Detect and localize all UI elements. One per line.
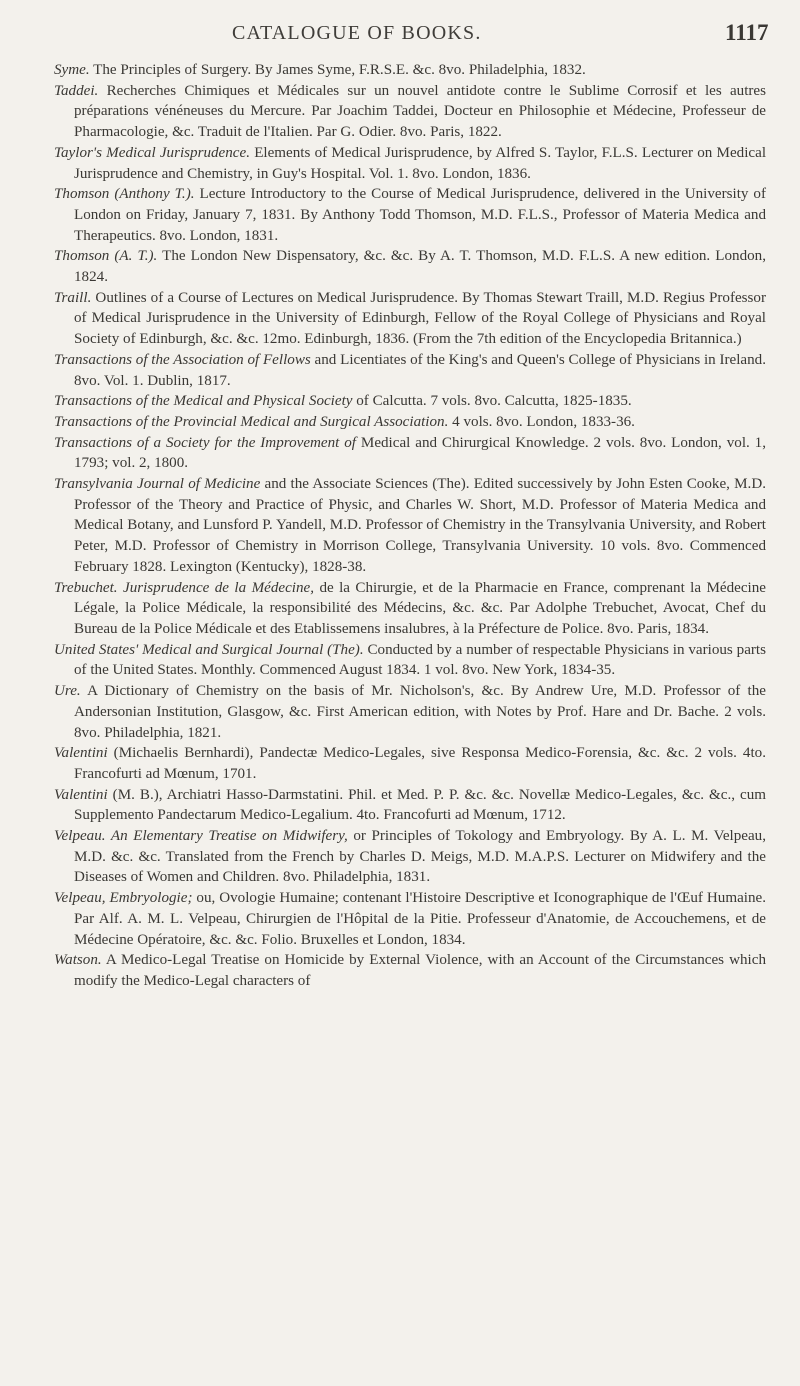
catalogue-entry [54, 60, 766, 81]
catalogue-entry [54, 474, 766, 578]
entry-text: A Dictionary of Chemistry on the basis of Mr. Nicholson's, &c. By Andrew Ure, M.D. Professor of the Andersonian Institution, Glasgow, &c. First American edition, with Notes by Prof. Hare and Dr. Bache. 2 vols. 8vo. Philadelphia, 1821. [74, 683, 766, 741]
running-head: CATALOGUE OF BOOKS. [232, 22, 482, 44]
entry-text: Outlines of a Course of Lectures on Medical Jurisprudence. By Thomas Stewart Traill, M.D. Regius Professor of Medical Jurisprudence in the University of Edinburgh, Fellow of the Royal College of Physicians and Royal Society of Edinburgh, &c. &c. 12mo. Edinburgh, 1836. (From the 7th edition of the Encyclopedia Britannica.) [74, 289, 766, 348]
entry-text: or Principles of Tokology and Embryology. By A. L. M. Velpeau, M.D. &c. &c. Translated from the French by Charles D. Meigs, M.D. M.A.P.S. Lecturer on Midwifery and the Diseases of Women and Children. 8vo. Philadelphia, 1831. [74, 828, 766, 886]
entry-heading: Velpeau. An Elementary Treatise on Midwifery, [54, 828, 348, 845]
entry-heading: Transactions of the Medical and Physical Society [54, 393, 353, 410]
catalogue-entry [54, 785, 766, 826]
entry-text: (Michaelis Bernhardi), Pandectæ Medico-Legales, sive Responsa Medico-Forensia, &c. &c. 2 vols. 4to. Francofurti ad Mœnum, 1701. [74, 745, 766, 782]
catalogue-entries [54, 60, 766, 992]
page-number: 1117 [725, 20, 769, 45]
catalogue-entry [54, 288, 766, 350]
entry-text: The London New Dispensatory, &c. &c. By A. T. Thomson, M.D. F.L.S. A new edition. London, 1824. [74, 248, 766, 286]
catalogue-entry [54, 743, 766, 784]
entry-text: de la Chirurgie, et de la Pharmacie en France, comprenant la Médecine Légale, la Police Médicale, la responsibilité des Médecins, &c. &c. Par Adolphe Trebuchet, Avocat, Chef du Bureau de la Police Médicale et des Etablissemens insalubres, à la Préfecture de Police. 8vo. Paris, 1834. [74, 579, 766, 637]
entry-heading: Ure. [54, 683, 81, 700]
catalogue-entry [54, 391, 766, 412]
entry-heading: Transactions of a Society for the Improvement of [54, 434, 356, 451]
catalogue-entry [54, 826, 766, 888]
catalogue-entry [54, 640, 766, 681]
entry-text: A Medico-Legal Treatise on Homicide by External Violence, with an Account of the Circumstances which modify the Medico-Legal characters of [74, 952, 766, 989]
entry-text: (M. B.), Archiatri Hasso-Darmstatini. Phil. et Med. P. P. &c. &c. Novellæ Medico-Legales, &c. &c., cum Supplemento Pandectarum Medico-Legalium. 4to. Francofurti ad Mœnum, 1712. [74, 786, 766, 824]
entry-heading: Transylvania Journal of Medicine [54, 476, 261, 493]
catalogue-entry [54, 350, 766, 391]
entry-heading: Velpeau, Embryologie; [54, 890, 193, 907]
entry-heading: Thomson (A. T.). [54, 248, 158, 265]
entry-text: and the Associate Sciences (The). Edited successively by John Esten Cooke, M.D. Professor of the Theory and Practice of Physic, and Charles W. Short, M.D. Professor of Materia Medica and Medical Botany, and Lunsford P. Yandell, M.D. Professor of Chemistry in the Transylvania University, and Robert Peter, M.D. Professor of Chemistry in Morrison College, Transylvania University. 10 vols. 8vo. Commenced February 1828. Lexington (Kentucky), 1828-38. [74, 476, 766, 575]
entry-heading: Traill. [54, 289, 92, 306]
entry-heading: Taylor's Medical Jurisprudence. [54, 144, 250, 161]
entry-text: The Principles of Surgery. By James Syme, F.R.S.E. &c. 8vo. Philadelphia, 1832. [89, 62, 586, 78]
entry-heading: Syme. [54, 62, 90, 78]
entry-heading: Taddei. [54, 82, 99, 99]
entry-text: Lecture Introductory to the Course of Medical Jurisprudence, delivered in the University of London on Friday, January 7, 1831. By Anthony Todd Thomson, M.D. F.L.S., Professor of Materia Medica and Therapeutics. 8vo. London, 1831. [74, 186, 767, 244]
entry-heading: United States' Medical and Surgical Journal (The). [54, 641, 364, 658]
catalogue-entry [54, 888, 766, 950]
entry-text: ou, Ovologie Humaine; contenant l'Histoire Descriptive et Iconographique de l'Œuf Humaine. Par Alf. A. M. L. Velpeau, Chirurgien de l'Hôpital de la Pitie. Professeur d'Anatomie, de Accouchemens, et de Médecine Opératoire, &c. &c. Folio. Bruxelles et London, 1834. [74, 890, 766, 948]
catalogue-entry [54, 143, 766, 184]
catalogue-entry [54, 412, 766, 433]
entry-heading: Valentini [54, 786, 108, 803]
catalogue-entry [54, 184, 766, 246]
entry-text: Medical and Chirurgical Knowledge. 2 vols. 8vo. London, vol. 1, 1793; vol. 2, 1800. [74, 434, 766, 472]
entry-text: 4 vols. 8vo. London, 1833-36. [448, 413, 635, 430]
entry-text: Elements of Medical Jurisprudence, by Alfred S. Taylor, F.L.S. Lecturer on Medical Jurisprudence and Chemistry, in Guy's Hospital. Vol. 1. 8vo. London, 1836. [74, 144, 767, 182]
entry-heading: Transactions of the Provincial Medical and Surgical Association. [54, 413, 449, 430]
catalogue-entry [54, 246, 766, 287]
entry-text: of Calcutta. 7 vols. 8vo. Calcutta, 1825-1835. [352, 393, 632, 410]
entry-heading: Transactions of the Association of Fellows [54, 351, 311, 368]
catalogue-entry [54, 681, 766, 743]
catalogue-entry [54, 433, 766, 474]
entry-heading: Thomson (Anthony T.). [54, 186, 195, 203]
catalogue-entry [54, 950, 766, 991]
entry-text: and Licentiates of the King's and Queen's College of Physicians in Ireland. 8vo. Vol. 1. Dublin, 1817. [74, 351, 766, 389]
catalogue-entry [54, 81, 766, 143]
entry-text: Recherches Chimiques et Médicales sur un nouvel antidote contre le Sublime Corrosif et les autres préparations vénéneuses du Mercure. Par Joachim Taddei, Docteur en Philosophie et Médecine, Professeur de Pharmacologie, &c. Traduit de l'Italien. Par G. Odier. 8vo. Paris, 1822. [74, 82, 766, 141]
page-header [0, 0, 800, 50]
entry-heading: Valentini [54, 745, 108, 762]
entry-text: Conducted by a number of respectable Physicians in various parts of the United States. Monthly. Commenced August 1834. 1 vol. 8vo. New York, 1834-35. [74, 641, 767, 679]
entry-heading: Watson. [54, 952, 102, 969]
catalogue-entry [54, 578, 766, 640]
entry-heading: Trebuchet. Jurisprudence de la Médecine, [54, 579, 315, 596]
